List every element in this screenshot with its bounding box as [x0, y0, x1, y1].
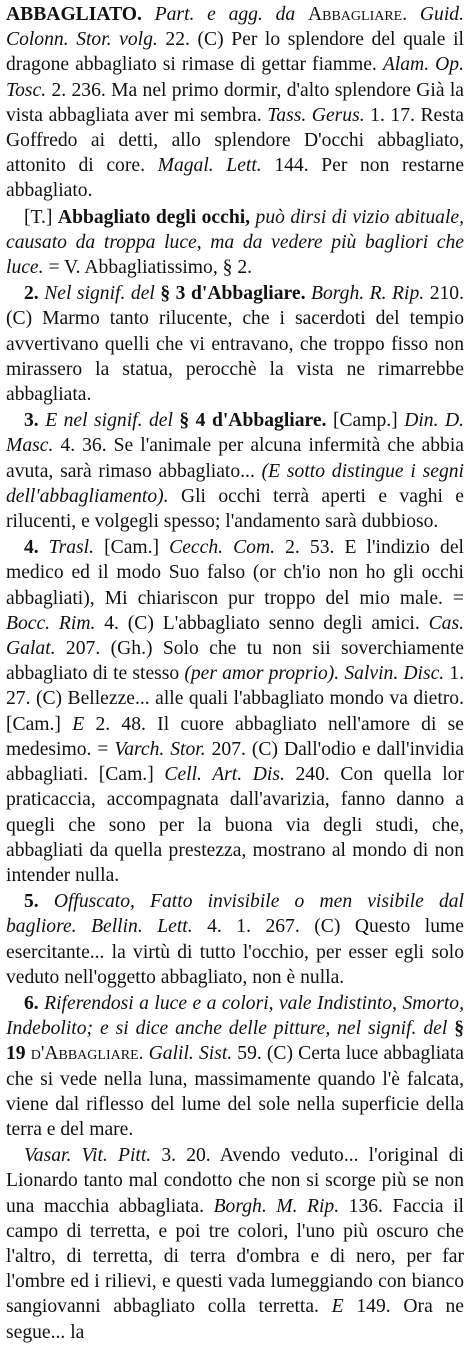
- editor-tag: [Cam.]: [6, 713, 61, 735]
- citation-text: 4. 36. Se l'animale per alcuna infermità che abbia avuta, sarà rimaso abbagliato...: [6, 435, 464, 482]
- section-ref: § 3: [160, 283, 186, 305]
- section-ref: § 4: [179, 410, 206, 432]
- t-note: [6, 205, 464, 281]
- source-citation: Tass. Gerus.: [267, 104, 365, 126]
- sense-2: [6, 281, 464, 407]
- source-citation: Galil. Sist.: [148, 1043, 233, 1065]
- editor-tag: [Cam.]: [98, 764, 154, 786]
- ref-word: Abbagliare.: [307, 4, 408, 25]
- sense-number: 3.: [24, 410, 39, 432]
- source-citation: Salvin. Disc.: [344, 663, 445, 685]
- sense-number: 2.: [24, 283, 39, 305]
- source-citation: Din. D. Masc.: [6, 410, 465, 457]
- citation-text: 3. 20. Avendo veduto... l'original di Lionardo tanto mal condotto che non si scorge più se non una macchia abbagliata.: [6, 1145, 464, 1217]
- grammar-note: Part. e agg. da: [154, 4, 296, 25]
- ref-word: d'Abbagliare.: [190, 283, 306, 305]
- source-citation: E: [72, 713, 85, 735]
- sense-label: Nel signif. del: [44, 283, 155, 305]
- source-citation: Bellin. Lett.: [91, 916, 193, 938]
- editorial-note: (per amor proprio).: [184, 663, 340, 685]
- source-citation: Varch. Stor.: [114, 738, 206, 760]
- editor-tag: [Camp.]: [332, 410, 398, 432]
- citation-text: 207. (C) Dall'odio e dall'invidia abbagliati.: [6, 738, 464, 786]
- citation-text: 207. (Gh.) Solo che tu non sii soverchiamente abbagliato di te stesso: [6, 638, 464, 685]
- source-citation: Borgh. M. Rip.: [213, 1195, 340, 1217]
- source-citation: Bocc. Rim.: [6, 612, 96, 634]
- ref-word: d'Abbagliare.: [211, 410, 327, 432]
- sense-6-continued: [6, 1143, 464, 1345]
- citation-text: 4. (C) L'abbagliato senno degli amici.: [104, 612, 420, 634]
- citation-text: 1. 27. (C) Bellezze... alle quali l'abbagliato mondo va dietro.: [6, 663, 465, 710]
- source-citation: E: [331, 1296, 344, 1318]
- source-citation: Borgh. R. Rip.: [311, 283, 425, 305]
- source-citation: Cecch. Com.: [169, 537, 276, 559]
- editor-tag: [T.]: [24, 206, 53, 228]
- source-citation: Alam. Op. Tosc.: [6, 54, 464, 101]
- citation-text: 136. Faccia il campo di terretta, e poi tre colori, l'uno più oscuro che l'altro, di terretta, di terra d'ombra e di nero, per far l'ombre ed i rilievi, e questi vada lumeggiando con bianco sangiovanni abbagliato colla terretta.: [6, 1195, 464, 1318]
- entry-abbagliato: [6, 2, 464, 204]
- citation-text: 2. 53. E l'indizio del medico ed il modo Suo falso (or ch'io non ho gli occhi abbagliati), Mi chiariscon pur troppo del mio male. =: [6, 537, 464, 609]
- citation-text: 22. (C) Per lo splendore del quale il dragone abbagliato si rimase di gettar fiamme.: [6, 29, 464, 76]
- headword: ABBAGLIATO.: [6, 4, 142, 25]
- citation-text: 240. Con quella lor praticaccia, accompagnata dall'avarizia, fanno danno a quegli che sono per la buona via degli studi, che, abbagliati da quella prestezza, mostrano al mondo di non intender nulla.: [6, 764, 464, 886]
- citation-text: 144. Per non restarne abbagliato.: [6, 155, 465, 202]
- citation-text: 1. 17. Resta Goffredo ai detti, allo splendore D'occhi abbagliato, attonito di core.: [6, 104, 465, 177]
- sense-label: Trasl.: [48, 537, 95, 559]
- sense-label: E nel signif. del: [45, 410, 173, 432]
- cross-reference: = V. Abbagliatissimo, § 2.: [48, 257, 253, 279]
- sense-number: 6.: [24, 992, 39, 1014]
- citation-text: 4. 1. 267. (C) Questo lume esercitante... la virtù di tutto l'occhio, per esser egli solo veduto nell'oggetto abbagliato, non è nulla.: [6, 916, 464, 988]
- source-citation: Cas. Galat.: [6, 612, 464, 660]
- citation-text: Gli occhi terrà aperti e vaghi e rilucenti, e volgegli spesso; l'andamento sarà dubbioso.: [6, 485, 464, 533]
- citation-text: 2. 236. Ma nel primo dormir, d'alto splendore Già la vista abbagliata aver mi sembra.: [6, 79, 464, 126]
- definition: Offuscato, Fatto invisibile o men visibile dal bagliore.: [6, 891, 464, 938]
- sense-6: [6, 991, 464, 1142]
- ref-word: d'Abbagliare.: [30, 1043, 144, 1065]
- definition: Riferendosi a luce e a colori, vale Indistinto, Smorto, Indebolito; e si dice anche delle pitture, nel signif. del: [6, 992, 464, 1040]
- sense-4: [6, 535, 464, 888]
- sense-number: 4.: [24, 537, 39, 559]
- source-citation: Vasar. Vit. Pitt.: [24, 1145, 152, 1167]
- sub-phrase: Abbagliato degli occhi,: [57, 206, 251, 228]
- sense-3: [6, 408, 464, 534]
- editorial-note: (E sotto distingue i segni dell'abbagliamento).: [6, 460, 464, 507]
- sense-number: 5.: [24, 891, 39, 913]
- citation-text: 59. (C) Certa luce abbagliata che si vede nella luna, massimamente quando l'è falcata, viene dal riflesso del lume del sole nella superficie della terra e del mare.: [6, 1043, 464, 1140]
- citation-text: 149. Ora ne segue... la: [6, 1296, 464, 1343]
- source-citation: Magal. Lett.: [157, 155, 262, 177]
- citation-text: 2. 48. Il cuore abbagliato nell'amore di se medesimo. =: [6, 713, 464, 760]
- sense-5: [6, 889, 464, 990]
- source-citation: Guid. Colonn. Stor. volg.: [6, 4, 464, 51]
- citation-text: 210. (C) Marmo tanto rilucente, che i sacerdoti del tempio avvertivano quelli che vi entravano, che troppo fisso non mirassero la statua, perocchè la vista ne rimarrebbe abbagliata.: [6, 283, 464, 406]
- definition: può dirsi di vizio abituale, causato da troppa luce, ma da vedere più bagliori che luce.: [6, 206, 464, 279]
- section-ref: § 19: [6, 1018, 464, 1065]
- editor-tag: [Cam.]: [104, 537, 160, 559]
- source-citation: Cell. Art. Dis.: [164, 764, 285, 786]
